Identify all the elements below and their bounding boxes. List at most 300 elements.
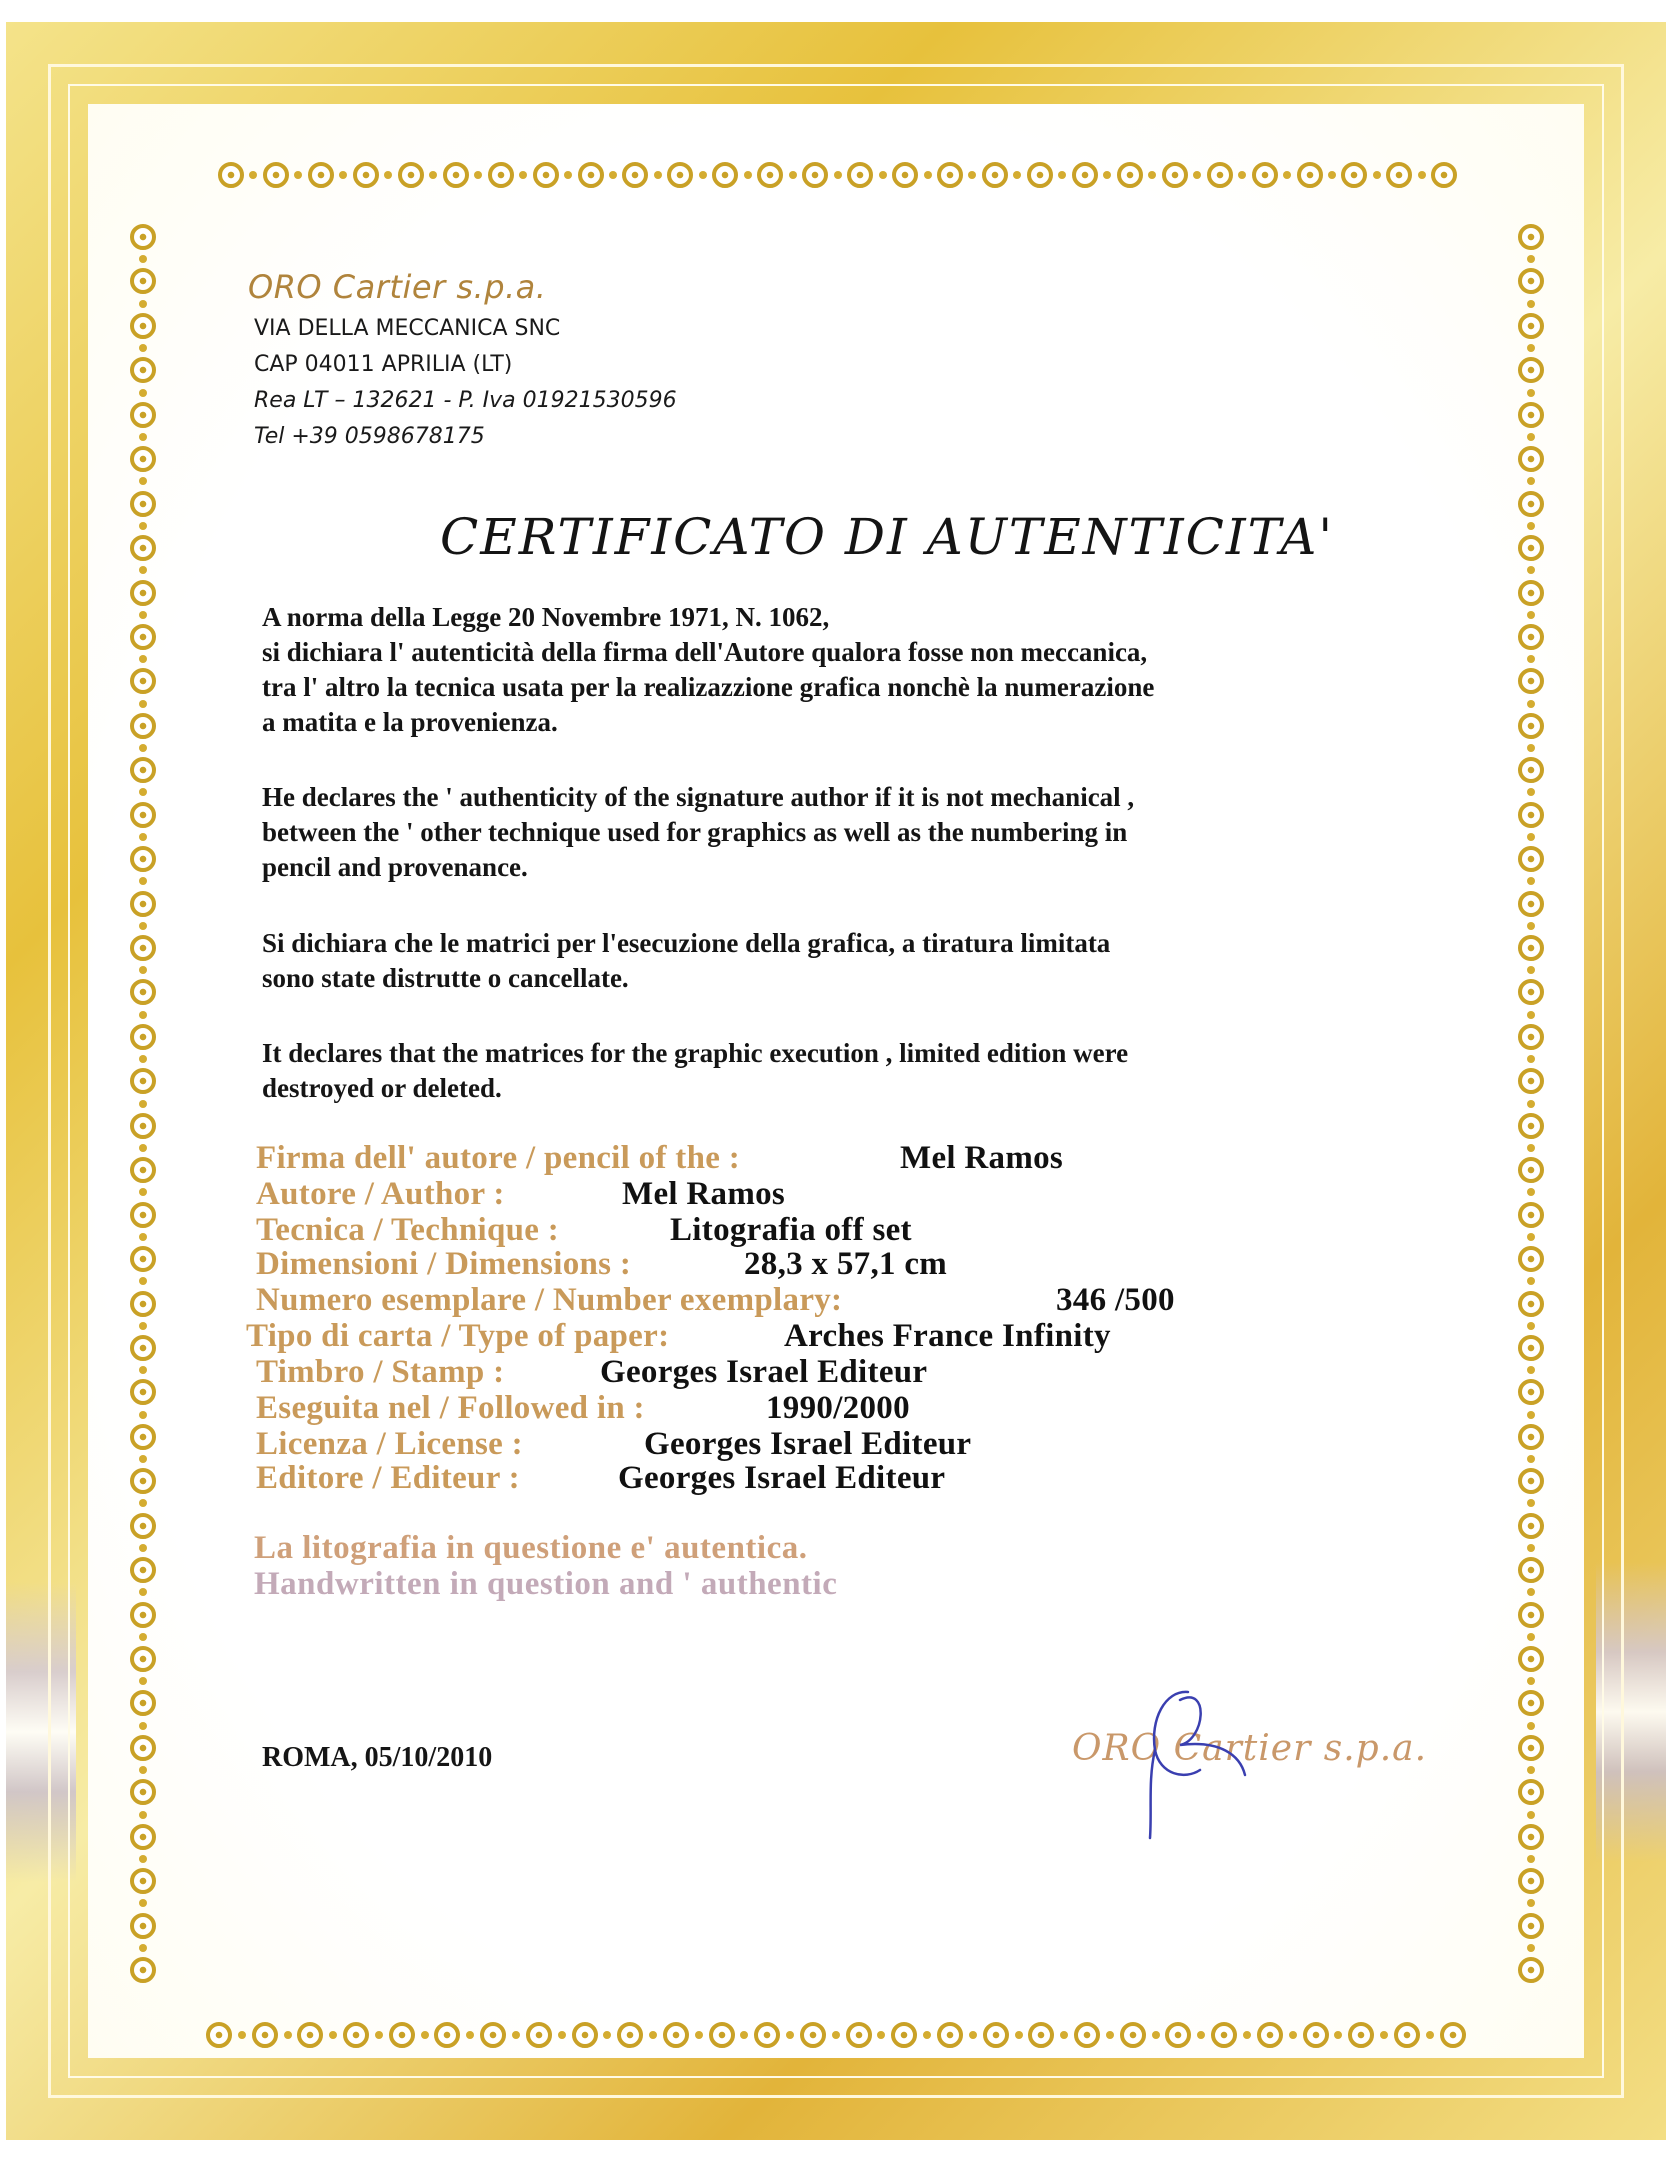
detail-label: Licenza / License : (256, 1426, 523, 1462)
ornament-dot (877, 2031, 885, 2039)
ornament-ring (1341, 162, 1367, 188)
ornament-border-left (120, 224, 166, 1984)
ornament-ring (1518, 1735, 1544, 1761)
ornament-ring (130, 268, 156, 294)
ornament-dot (139, 1366, 147, 1374)
ornament-dot (1013, 171, 1021, 179)
ornament-ring (398, 162, 424, 188)
ornament-ring (1252, 162, 1278, 188)
ornament-dot (1527, 744, 1535, 752)
ornament-ring (443, 162, 469, 188)
ornament-dot (1152, 2031, 1160, 2039)
ornament-dot (139, 477, 147, 485)
ornament-dot (139, 1722, 147, 1730)
ornament-ring (130, 446, 156, 472)
detail-label: Tecnica / Technique : (256, 1212, 560, 1248)
ornament-ring (1518, 668, 1544, 694)
ornament-ring (130, 1557, 156, 1583)
ornament-dot (1103, 171, 1111, 179)
ornament-ring (130, 357, 156, 383)
ornament-ring (1518, 891, 1544, 917)
handwritten-signature (1110, 1680, 1250, 1840)
detail-row-dimensions (256, 1246, 948, 1283)
ornament-dot (1106, 2031, 1114, 2039)
authentic-statement-it: La litografia in questione e' autentica. (254, 1530, 808, 1566)
ornament-dot (139, 566, 147, 574)
ornament-dot (564, 171, 572, 179)
ornament-ring (263, 162, 289, 188)
ornament-dot (786, 2031, 794, 2039)
ornament-dot (1527, 1588, 1535, 1596)
ornament-dot (1527, 1499, 1535, 1507)
ornament-dot (139, 744, 147, 752)
ornament-dot (474, 171, 482, 179)
ornament-dot (139, 1588, 147, 1596)
ornament-ring (1518, 1779, 1544, 1805)
place-date: ROMA, 05/10/2010 (262, 1742, 493, 1773)
ornament-ring (1386, 162, 1412, 188)
ornament-dot (1527, 922, 1535, 930)
ornament-dot (1527, 255, 1535, 263)
ornament-ring (1027, 162, 1053, 188)
ornament-dot (968, 171, 976, 179)
ornament-ring (130, 1424, 156, 1450)
detail-label: Numero esemplare / Number exemplary: (256, 1282, 843, 1318)
ornament-dot (1527, 1188, 1535, 1196)
ornament-dot (1527, 611, 1535, 619)
ornament-ring (130, 1068, 156, 1094)
ornament-dot (139, 1944, 147, 1952)
ornament-dot (1527, 1899, 1535, 1907)
ornament-ring (1518, 1024, 1544, 1050)
ornament-dot (339, 171, 347, 179)
ornament-dot (139, 1766, 147, 1774)
ornament-dot (139, 344, 147, 352)
ornament-ring (1518, 757, 1544, 783)
ornament-dot (1527, 1455, 1535, 1463)
ornament-ring (1518, 224, 1544, 250)
ornament-ring (1117, 162, 1143, 188)
paragraph-line: He declares the ' authenticity of the signature author if it is not mechanical , (262, 782, 1135, 812)
ornament-border-top (218, 152, 1458, 198)
ornament-ring (757, 162, 783, 188)
detail-value: Georges Israel Editeur (600, 1354, 928, 1390)
ornament-dot (1373, 171, 1381, 179)
ornament-dot (512, 2031, 520, 2039)
detail-row-signature (256, 1140, 1064, 1177)
ornament-dot (1015, 2031, 1023, 2039)
ornament-ring (1518, 1557, 1544, 1583)
ornament-dot (139, 611, 147, 619)
ornament-ring (252, 2022, 278, 2048)
ornament-ring (130, 757, 156, 783)
authentic-statement-en: Handwritten in question and ' authentic (254, 1566, 838, 1602)
ornament-dot (558, 2031, 566, 2039)
ornament-dot (1527, 1322, 1535, 1330)
ornament-ring (1518, 624, 1544, 650)
ornament-dot (139, 922, 147, 930)
ornament-dot (139, 966, 147, 974)
detail-value: 28,3 x 57,1 cm (744, 1246, 948, 1282)
ornament-ring (130, 1335, 156, 1361)
ornament-dot (789, 171, 797, 179)
detail-row-year (256, 1390, 910, 1427)
paragraph-line: A norma della Legge 20 Novembre 1971, N. 1062, (262, 602, 830, 632)
detail-value: 1990/2000 (766, 1390, 910, 1426)
ornament-ring (1518, 1602, 1544, 1628)
ornament-ring (1074, 2022, 1100, 2048)
ornament-ring (130, 491, 156, 517)
ornament-ring (480, 2022, 506, 2048)
ornament-dot (603, 2031, 611, 2039)
ornament-ring (130, 624, 156, 650)
detail-label: Firma dell' autore / pencil of the : (256, 1140, 741, 1176)
paragraph-declaration-en (262, 780, 1402, 885)
ornament-ring (937, 2022, 963, 2048)
ornament-dot (1527, 966, 1535, 974)
ornament-ring (617, 2022, 643, 2048)
ornament-dot (139, 1144, 147, 1152)
paragraph-line: destroyed or deleted. (262, 1073, 502, 1103)
ornament-ring (130, 1157, 156, 1183)
ornament-ring (1518, 1157, 1544, 1183)
ornament-dot (1243, 2031, 1251, 2039)
ornament-ring (709, 2022, 735, 2048)
ornament-ring (1028, 2022, 1054, 2048)
ornament-ring (1518, 1113, 1544, 1139)
ornament-dot (1527, 1233, 1535, 1241)
ornament-dot (429, 171, 437, 179)
ornament-ring (130, 1246, 156, 1272)
ornament-ring (1518, 446, 1544, 472)
company-phone: Tel +39 0598678175 (254, 424, 485, 449)
ornament-ring (1120, 2022, 1146, 2048)
detail-row-technique (256, 1212, 912, 1249)
ornament-dot (139, 1899, 147, 1907)
ornament-ring (353, 162, 379, 188)
detail-label: Eseguita nel / Followed in : (256, 1390, 645, 1426)
ornament-dot (1527, 1055, 1535, 1063)
ornament-ring (1518, 1957, 1544, 1983)
ornament-dot (744, 171, 752, 179)
ornament-ring (1162, 162, 1188, 188)
ornament-dot (1527, 1855, 1535, 1863)
ornament-ring (891, 2022, 917, 2048)
signature-company-stamp: ORO Cartier s.p.a. (1072, 1728, 1428, 1769)
ornament-dot (1328, 171, 1336, 179)
detail-row-license (256, 1426, 972, 1463)
ornament-dot (654, 171, 662, 179)
ornament-dot (1527, 1633, 1535, 1641)
ornament-ring (130, 1735, 156, 1761)
ornament-dot (832, 2031, 840, 2039)
ornament-dot (139, 833, 147, 841)
ornament-dot (519, 171, 527, 179)
ornament-dot (1527, 1811, 1535, 1819)
ornament-dot (1527, 477, 1535, 485)
ornament-ring (130, 1868, 156, 1894)
ornament-ring (937, 162, 963, 188)
ornament-ring (1303, 2022, 1329, 2048)
detail-value: 346 /500 (1056, 1282, 1175, 1318)
ornament-dot (139, 877, 147, 885)
ornament-ring (1518, 1913, 1544, 1939)
ornament-dot (139, 389, 147, 397)
ornament-dot (249, 171, 257, 179)
ornament-ring (130, 1113, 156, 1139)
company-registration: Rea LT – 132621 - P. Iva 01921530596 (254, 388, 677, 413)
ornament-ring (1348, 2022, 1374, 2048)
ornament-ring (1518, 491, 1544, 517)
ornament-dot (609, 171, 617, 179)
ornament-dot (1527, 1011, 1535, 1019)
ornament-dot (139, 1233, 147, 1241)
ornament-ring (1518, 268, 1544, 294)
detail-row-editor (256, 1460, 946, 1497)
ornament-dot (1193, 171, 1201, 179)
detail-value: Mel Ramos (900, 1140, 1064, 1176)
ornament-ring (130, 1024, 156, 1050)
ornament-ring (130, 1779, 156, 1805)
ornament-ring (1518, 935, 1544, 961)
paragraph-matrices-en (262, 1036, 1402, 1106)
ornament-ring (130, 891, 156, 917)
ornament-dot (139, 1277, 147, 1285)
ornament-ring (130, 1468, 156, 1494)
ornament-ring (1518, 580, 1544, 606)
ornament-ring (1518, 1868, 1544, 1894)
ornament-dot (1527, 433, 1535, 441)
ornament-ring (1518, 1824, 1544, 1850)
ornament-dot (139, 788, 147, 796)
ornament-ring (1518, 313, 1544, 339)
ornament-ring (130, 1646, 156, 1672)
ornament-ring (1518, 1335, 1544, 1361)
detail-value: Georges Israel Editeur (644, 1426, 972, 1462)
ornament-ring (1518, 1379, 1544, 1405)
detail-label: Tipo di carta / Type of paper: (246, 1318, 670, 1354)
ornament-dot (375, 2031, 383, 2039)
detail-row-author (256, 1176, 786, 1213)
ornament-ring (800, 2022, 826, 2048)
ornament-ring (130, 1913, 156, 1939)
detail-value: Litografia off set (670, 1212, 912, 1248)
ornament-ring (667, 162, 693, 188)
ornament-ring (1518, 1291, 1544, 1317)
ornament-ring (1257, 2022, 1283, 2048)
ornament-dot (1238, 171, 1246, 179)
ornament-ring (1394, 2022, 1420, 2048)
detail-label: Dimensioni / Dimensions : (256, 1246, 632, 1282)
ornament-ring (130, 1602, 156, 1628)
ornament-ring (712, 162, 738, 188)
ornament-dot (1527, 833, 1535, 841)
ornament-dot (139, 1411, 147, 1419)
ornament-dot (1527, 700, 1535, 708)
ornament-dot (1527, 1544, 1535, 1552)
ornament-dot (294, 171, 302, 179)
ornament-ring (1518, 802, 1544, 828)
ornament-ring (297, 2022, 323, 2048)
ornament-dot (1527, 877, 1535, 885)
ornament-ring (1165, 2022, 1191, 2048)
ornament-dot (1426, 2031, 1434, 2039)
ornament-dot (1334, 2031, 1342, 2039)
paragraph-line: between the ' other technique used for graphics as well as the numbering in (262, 817, 1128, 847)
ornament-ring (802, 162, 828, 188)
paragraph-line: si dichiara l' autenticità della firma dell'Autore qualora fosse non meccanica, (262, 637, 1148, 667)
ornament-dot (139, 1811, 147, 1819)
ornament-dot (695, 2031, 703, 2039)
company-address-line2: CAP 04011 APRILIA (LT) (254, 352, 513, 377)
ornament-ring (130, 846, 156, 872)
ornament-ring (892, 162, 918, 188)
ornament-ring (533, 162, 559, 188)
ornament-ring (1207, 162, 1233, 188)
ornament-dot (1380, 2031, 1388, 2039)
ornament-dot (649, 2031, 657, 2039)
ornament-dot (139, 522, 147, 530)
ornament-ring (1518, 846, 1544, 872)
ornament-dot (139, 1855, 147, 1863)
detail-row-number (256, 1282, 1175, 1319)
ornament-ring (130, 713, 156, 739)
ornament-ring (1431, 162, 1457, 188)
ornament-dot (329, 2031, 337, 2039)
ornament-ring (572, 2022, 598, 2048)
ornament-ring (982, 162, 1008, 188)
ornament-ring (130, 1824, 156, 1850)
ornament-dot (924, 171, 932, 179)
ornament-ring (1518, 1646, 1544, 1672)
detail-row-stamp (256, 1354, 928, 1391)
ornament-dot (421, 2031, 429, 2039)
ornament-dot (139, 300, 147, 308)
ornament-ring (1518, 1202, 1544, 1228)
ornament-ring (1518, 1513, 1544, 1539)
ornament-dot (1527, 1722, 1535, 1730)
ornament-border-right (1508, 224, 1554, 1984)
ornament-ring (1518, 1246, 1544, 1272)
ornament-dot (139, 700, 147, 708)
ornament-ring (846, 2022, 872, 2048)
ornament-ring (1518, 1068, 1544, 1094)
ornament-dot (1527, 1766, 1535, 1774)
ornament-dot (879, 171, 887, 179)
ornament-ring (1072, 162, 1098, 188)
ornament-ring (1518, 1468, 1544, 1494)
ornament-dot (1527, 1144, 1535, 1152)
ornament-dot (139, 1100, 147, 1108)
ornament-dot (384, 171, 392, 179)
ornament-dot (699, 171, 707, 179)
certificate-title: CERTIFICATO DI AUTENTICITA' (440, 508, 1335, 566)
ornament-ring (1297, 162, 1323, 188)
ornament-ring (663, 2022, 689, 2048)
ornament-ring (1518, 402, 1544, 428)
ornament-ring (343, 2022, 369, 2048)
ornament-ring (1518, 979, 1544, 1005)
detail-value: Georges Israel Editeur (618, 1460, 946, 1496)
ornament-ring (847, 162, 873, 188)
paragraph-line: a matita e la provenienza. (262, 707, 558, 737)
paragraph-line: sono state distrutte o cancellate. (262, 963, 629, 993)
ornament-ring (1518, 357, 1544, 383)
ornament-dot (139, 1455, 147, 1463)
ornament-ring (130, 1957, 156, 1983)
ornament-dot (1527, 1100, 1535, 1108)
ornament-ring (754, 2022, 780, 2048)
ornament-ring (130, 1690, 156, 1716)
paragraph-line: It declares that the matrices for the graphic execution , limited edition were (262, 1038, 1129, 1068)
ornament-dot (139, 255, 147, 263)
ornament-dot (1527, 389, 1535, 397)
ornament-ring (434, 2022, 460, 2048)
ornament-dot (1527, 1277, 1535, 1285)
ornament-ring (1518, 535, 1544, 561)
ornament-ring (130, 402, 156, 428)
ornament-dot (1527, 1411, 1535, 1419)
ornament-dot (1197, 2031, 1205, 2039)
ornament-ring (983, 2022, 1009, 2048)
ornament-dot (1283, 171, 1291, 179)
detail-value: Mel Ramos (622, 1176, 786, 1212)
ornament-dot (1527, 1944, 1535, 1952)
ornament-dot (466, 2031, 474, 2039)
ornament-ring (1518, 1424, 1544, 1450)
detail-value: Arches France Infinity (784, 1318, 1111, 1354)
ornament-ring (130, 668, 156, 694)
ornament-dot (139, 433, 147, 441)
ornament-dot (1148, 171, 1156, 179)
ornament-dot (1527, 344, 1535, 352)
paragraph-line: pencil and provenance. (262, 852, 528, 882)
ornament-ring (1518, 1690, 1544, 1716)
ornament-ring (130, 313, 156, 339)
detail-row-paper (246, 1318, 1111, 1355)
ornament-ring (130, 535, 156, 561)
ornament-dot (1527, 655, 1535, 663)
ornament-dot (834, 171, 842, 179)
ornament-dot (139, 655, 147, 663)
ornament-dot (139, 1499, 147, 1507)
paragraph-law (262, 600, 1402, 740)
company-address-line1: VIA DELLA MECCANICA SNC (254, 316, 561, 341)
detail-label: Autore / Author : (256, 1176, 505, 1212)
ornament-dot (139, 1055, 147, 1063)
ornament-ring (130, 224, 156, 250)
detail-label: Editore / Editeur : (256, 1460, 520, 1496)
ornament-ring (578, 162, 604, 188)
ornament-ring (1211, 2022, 1237, 2048)
ornament-dot (1060, 2031, 1068, 2039)
ornament-dot (1527, 566, 1535, 574)
detail-label: Timbro / Stamp : (256, 1354, 505, 1390)
ornament-dot (139, 1011, 147, 1019)
ornament-ring (130, 1513, 156, 1539)
ornament-ring (130, 979, 156, 1005)
ornament-dot (139, 1677, 147, 1685)
ornament-ring (130, 802, 156, 828)
ornament-dot (1527, 1677, 1535, 1685)
ornament-dot (139, 1188, 147, 1196)
ornament-dot (740, 2031, 748, 2039)
ornament-dot (1527, 788, 1535, 796)
ornament-dot (1418, 171, 1426, 179)
ornament-ring (130, 1379, 156, 1405)
ornament-dot (1527, 522, 1535, 530)
ornament-ring (130, 1291, 156, 1317)
